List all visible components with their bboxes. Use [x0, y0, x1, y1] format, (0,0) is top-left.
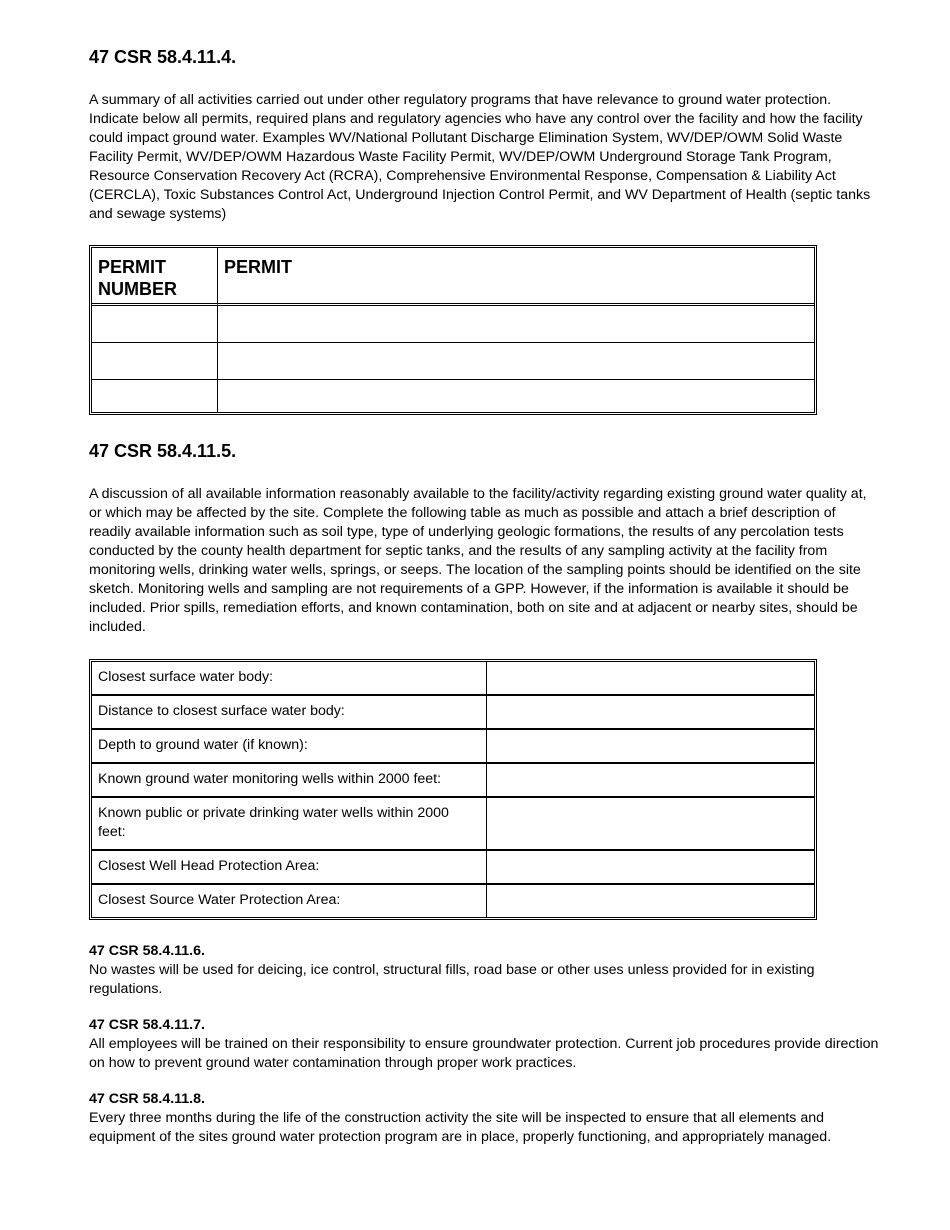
info-value[interactable]: [487, 730, 814, 764]
info-value[interactable]: [487, 851, 814, 885]
permit-table: [89, 245, 817, 415]
section-title-58-4-11-7: 47 CSR 58.4.11.7.: [89, 1017, 205, 1033]
info-label: Closest surface water body:: [92, 662, 487, 696]
table-row: [92, 851, 814, 885]
permit-table-row: [92, 343, 814, 380]
permit-cell[interactable]: [218, 380, 814, 412]
permit-number-cell[interactable]: [92, 380, 218, 412]
section-body-58-4-11-4: A summary of all activities carried out under other regulatory programs that have relevance to ground water protection. Indicate below all permits, required plans and regulatory agencies who have any control over the facility and how the facility could impact ground water. Examples WV/National Pollutant Discharge Elimination System, WV/DEP/OWM Solid Waste Facility Permit, WV/DEP/OWM Hazardous Waste Facility Permit, WV/DEP/OWM Underground Storage Tank Program, Resource Conservation Recovery Act (RCRA), Comprehensive Environmental Response, Compensation & Liability Act (CERCLA), Toxic Substances Control Act, Underground Injection Control Permit, and WV Department of Health (septic tanks and sewage systems): [89, 92, 871, 222]
permit-header: PERMIT: [218, 248, 814, 306]
table-row: [92, 764, 814, 798]
info-label: Depth to ground water (if known):: [92, 730, 487, 764]
info-value[interactable]: [487, 885, 814, 917]
permit-number-cell[interactable]: [92, 343, 218, 380]
section-body-58-4-11-8: Every three months during the life of the construction activity the site will be inspected to ensure that all elements and equipment of the sites ground water protection program are in place, properly functioning, and appropriately managed.: [89, 1110, 832, 1145]
section-body-58-4-11-7: All employees will be trained on their responsibility to ensure groundwater protection. Current job procedures provide direction on how to prevent ground water contamination through proper work practices.: [89, 1036, 879, 1071]
section-title-58-4-11-4: 47 CSR 58.4.11.4.: [89, 47, 237, 67]
info-label: Known public or private drinking water wells within 2000 feet:: [92, 798, 487, 851]
section-body-58-4-11-6: No wastes will be used for deicing, ice control, structural fills, road base or other uses unless provided for in existing regulations.: [89, 962, 815, 997]
permit-table-row: [92, 380, 814, 412]
info-label: Closest Source Water Protection Area:: [92, 885, 487, 917]
ground-water-info-table: [89, 659, 817, 920]
table-row: [92, 798, 814, 851]
section-title-58-4-11-8: 47 CSR 58.4.11.8.: [89, 1091, 205, 1107]
info-value[interactable]: [487, 662, 814, 696]
info-label: Distance to closest surface water body:: [92, 696, 487, 730]
permit-table-header-row: [92, 248, 814, 306]
document-content: [89, 46, 879, 1147]
info-value[interactable]: [487, 798, 814, 851]
section-title-58-4-11-5: 47 CSR 58.4.11.5.: [89, 441, 237, 461]
section-body-58-4-11-5: A discussion of all available information reasonably available to the facility/activity regarding existing ground water quality at, or which may be affected by the site. Complete the following table as much as possible and attach a brief description of readily available information such as soil type, type of underlying geologic formations, the results of any percolation tests conducted by the county health department for septic tanks, and the results of any sampling activity at the facility from monitoring wells, drinking water wells, springs, or seeps. The location of the sampling points should be identified on the site sketch. Monitoring wells and sampling are not requirements of a GPP. However, if the information is available it should be included. Prior spills, remediation efforts, and known contamination, both on site and at adjacent or nearby sites, should be included.: [89, 486, 867, 635]
info-label: Known ground water monitoring wells within 2000 feet:: [92, 764, 487, 798]
permit-cell[interactable]: [218, 306, 814, 343]
table-row: [92, 696, 814, 730]
permit-table-row: [92, 306, 814, 343]
info-label: Closest Well Head Protection Area:: [92, 851, 487, 885]
permit-number-cell[interactable]: [92, 306, 218, 343]
section-title-58-4-11-6: 47 CSR 58.4.11.6.: [89, 943, 205, 959]
permit-number-header: PERMIT NUMBER: [92, 248, 218, 306]
info-value[interactable]: [487, 696, 814, 730]
table-row: [92, 730, 814, 764]
permit-cell[interactable]: [218, 343, 814, 380]
info-value[interactable]: [487, 764, 814, 798]
table-row: [92, 885, 814, 917]
table-row: [92, 662, 814, 696]
